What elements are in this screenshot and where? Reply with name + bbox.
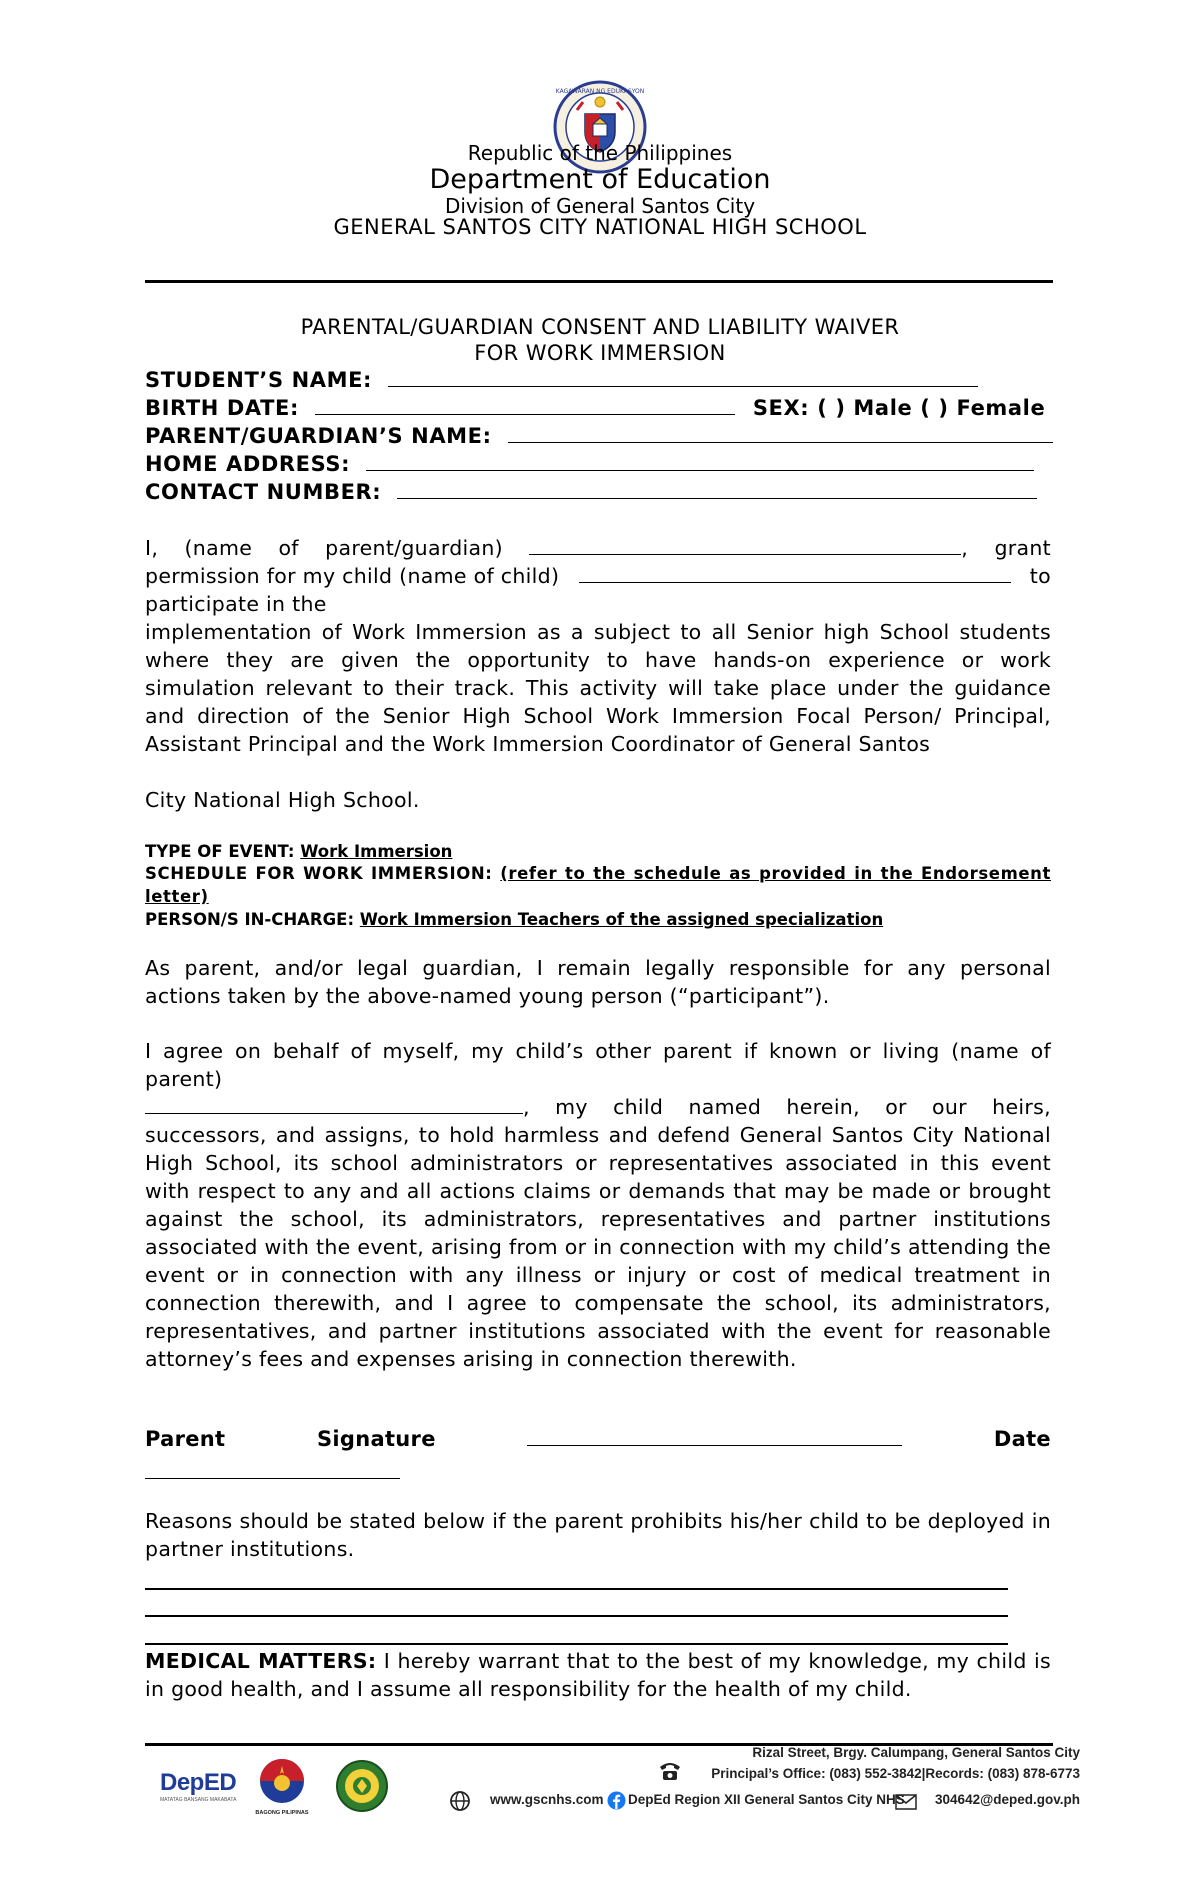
parent-name-label: PARENT/GUARDIAN’S NAME: bbox=[145, 424, 492, 448]
agreement-word: my bbox=[555, 1095, 588, 1119]
header-divider bbox=[145, 280, 1053, 283]
medical-matters-text: I hereby warrant that to the best of my knowledge, my child is in good health, and I assume all responsibility for the health of my child. bbox=[145, 1649, 1051, 1701]
student-name-label: STUDENT’S NAME: bbox=[145, 368, 373, 392]
type-of-event-value: Work Immersion bbox=[300, 842, 453, 861]
form-title-line1: PARENTAL/GUARDIAN CONSENT AND LIABILITY WAIVER bbox=[300, 315, 900, 339]
home-address-label: HOME ADDRESS: bbox=[145, 452, 351, 476]
signature-row bbox=[145, 1425, 1051, 1453]
parent-label: Parent bbox=[145, 1427, 226, 1451]
email-icon bbox=[895, 1794, 917, 1810]
sex-options[interactable]: ( ) Male ( ) Female bbox=[817, 396, 1046, 420]
bagong-pilipinas-icon bbox=[248, 1756, 316, 1806]
schedule-label: SCHEDULE FOR WORK IMMERSION: bbox=[145, 864, 493, 883]
footer-website[interactable]: www.gscnhs.com bbox=[490, 1792, 604, 1807]
consent-text: permission for my child (name of child) bbox=[145, 564, 560, 588]
form-title-line2: FOR WORK IMMERSION bbox=[474, 341, 726, 365]
footer-phones: Principal’s Office: (083) 552-3842|Records: (083) 878-6773 bbox=[711, 1766, 1080, 1781]
responsibility-paragraph: As parent, and/or legal guardian, I remain legally responsible for any personal actions taken by the above-named young person (“participant”). bbox=[145, 956, 1051, 1008]
bagong-pilipinas-text: BAGONG PILIPINAS bbox=[255, 1810, 309, 1816]
reason-line-3[interactable] bbox=[145, 1643, 1008, 1645]
footer-address: Rizal Street, Brgy. Calumpang, General Santos City bbox=[752, 1745, 1080, 1760]
home-address-field[interactable] bbox=[145, 452, 1034, 476]
globe-icon bbox=[449, 1790, 471, 1812]
consent-line3: participate in the bbox=[145, 592, 327, 616]
contact-number-label: CONTACT NUMBER: bbox=[145, 480, 382, 504]
student-name-line[interactable] bbox=[388, 385, 978, 387]
agreement-word: child bbox=[613, 1095, 664, 1119]
agreement-word: or bbox=[885, 1095, 907, 1119]
birth-date-line[interactable] bbox=[315, 413, 735, 415]
contact-number-line[interactable] bbox=[397, 497, 1037, 499]
type-of-event-label: TYPE OF EVENT: bbox=[145, 842, 295, 861]
agreement-intro: I agree on behalf of myself, my child’s other parent if known or living (name of parent) bbox=[145, 1039, 1051, 1091]
consent-word: (name bbox=[184, 536, 253, 560]
consent-body: implementation of Work Immersion as a subject to all Senior high School students where they are given the opportunity to have hands-on experience or work simulation relevant to their track. This activity will take place under the guidance and direction of the Senior High School Work Immersion Focal Person/ Principal, Assistant Principal and the Work Immersion Coordinator of General Santos bbox=[145, 620, 1051, 756]
medical-matters-label: MEDICAL MATTERS: bbox=[145, 1649, 377, 1673]
persons-in-charge-label: PERSON/S IN-CHARGE: bbox=[145, 910, 355, 929]
agreement-word: herein, bbox=[786, 1095, 860, 1119]
consent-last-line: City National High School. bbox=[145, 788, 420, 812]
footer-facebook[interactable]: DepEd Region XII General Santos City NHS bbox=[628, 1792, 905, 1807]
school-name: GENERAL SANTOS CITY NATIONAL HIGH SCHOOL bbox=[333, 215, 867, 239]
consent-word: parent/guardian) bbox=[325, 536, 503, 560]
reason-line-1[interactable] bbox=[145, 1588, 1008, 1590]
consent-word: to bbox=[1029, 564, 1051, 588]
sex-label: SEX: bbox=[752, 396, 810, 420]
date-line[interactable] bbox=[145, 1478, 400, 1479]
other-parent-line[interactable] bbox=[145, 1112, 523, 1114]
facebook-icon bbox=[607, 1791, 626, 1810]
deped-logo-text: DepED bbox=[160, 1769, 237, 1796]
school-seal-icon bbox=[335, 1759, 389, 1813]
guardian-name-blank[interactable] bbox=[529, 534, 968, 562]
medical-matters bbox=[145, 1647, 1051, 1703]
reasons-paragraph: Reasons should be stated below if the parent prohibits his/her child to be deployed in partner institutions. bbox=[145, 1509, 1051, 1561]
contact-number-field[interactable] bbox=[145, 480, 1037, 504]
reason-line-2[interactable] bbox=[145, 1615, 1008, 1617]
department-title: Department of Education bbox=[429, 164, 771, 195]
schedule-work-immersion bbox=[145, 862, 1051, 908]
deped-logo-tagline: MATATAG BANSANG MAKABATA bbox=[160, 1797, 237, 1803]
agreement-word: our bbox=[932, 1095, 967, 1119]
guardian-name-line[interactable] bbox=[529, 553, 961, 555]
consent-line1 bbox=[145, 534, 1051, 562]
agreement-comma: , bbox=[523, 1095, 530, 1119]
division-line: Division of General Santos City bbox=[444, 194, 756, 218]
signature-line[interactable] bbox=[527, 1444, 902, 1446]
telephone-icon bbox=[657, 1761, 683, 1781]
persons-in-charge-value: Work Immersion Teachers of the assigned specialization bbox=[359, 910, 884, 929]
parent-name-field[interactable] bbox=[145, 424, 1053, 448]
consent-word: I, bbox=[145, 536, 159, 560]
agreement-line2 bbox=[145, 1093, 1051, 1121]
svg-text:KAGAWARAN NG EDUKASYON: KAGAWARAN NG EDUKASYON bbox=[555, 88, 645, 95]
type-of-event bbox=[145, 840, 1051, 863]
parent-name-line[interactable] bbox=[508, 441, 1053, 443]
consent-word: grant bbox=[994, 536, 1051, 560]
child-name-line[interactable] bbox=[579, 581, 1011, 583]
agreement-word: named bbox=[688, 1095, 762, 1119]
student-name-field[interactable] bbox=[145, 368, 978, 392]
footer-email[interactable]: 304642@deped.gov.ph bbox=[935, 1792, 1080, 1807]
agreement-body: successors, and assigns, to hold harmless and defend General Santos City National High School, its school administrators or representatives associated in this event with respect to any and all actions claims or demands that may be made or brought against the school, its administrators, representatives and partner institutions associated with the event, arising from or in connection with my child’s attending the event or in connection with any illness or injury or cost of medical treatment in connection therewith, and I agree to compensate the school, its administrators, representatives, and partner institutions associated with the event for reasonable attorney’s fees and expenses arising in connection therewith. bbox=[145, 1123, 1051, 1371]
persons-in-charge bbox=[145, 908, 1051, 931]
republic-line: Republic of the Philippines bbox=[467, 141, 733, 165]
schedule-value: (refer to the schedule as provided in the Endorsement letter) bbox=[145, 864, 1051, 906]
consent-word: of bbox=[278, 536, 299, 560]
birth-date-field[interactable] bbox=[145, 396, 1045, 420]
agreement-word: heirs, bbox=[992, 1095, 1051, 1119]
consent-line2 bbox=[145, 562, 1051, 590]
other-parent-blank[interactable] bbox=[145, 1093, 530, 1121]
signature-label: Signature bbox=[316, 1427, 436, 1451]
home-address-line[interactable] bbox=[366, 469, 1034, 471]
bagong-pilipinas-logo bbox=[248, 1756, 316, 1816]
birth-date-label: BIRTH DATE: bbox=[145, 396, 299, 420]
date-label: Date bbox=[993, 1427, 1051, 1451]
consent-comma: , bbox=[961, 536, 969, 560]
